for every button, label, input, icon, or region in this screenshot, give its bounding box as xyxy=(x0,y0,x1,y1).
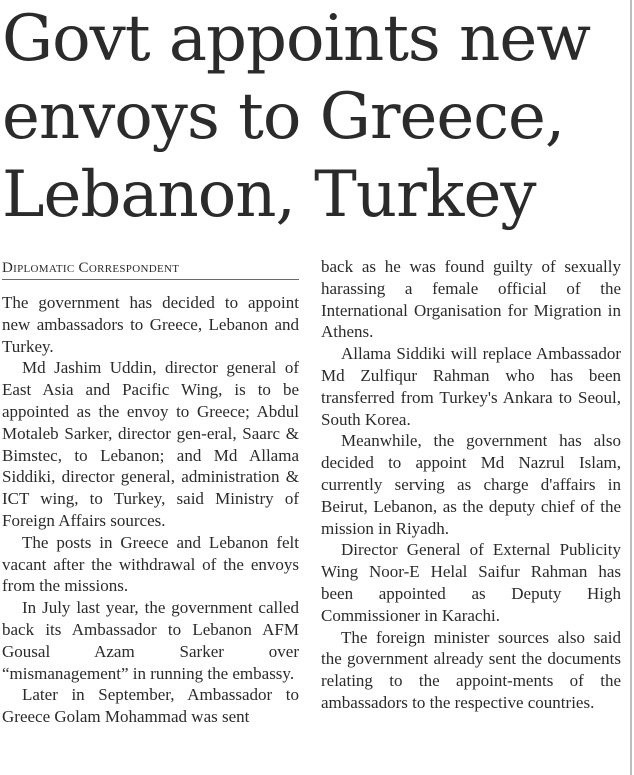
paragraph: Allama Siddiki will replace Ambassador Md Zulfiqur Rahman who has been transferred from Turkey's Ankara to Seoul, South Korea. xyxy=(321,344,621,429)
paragraph: back as he was found guilty of sexually harassing a female official of the International Organisation for Migration in Athens. xyxy=(321,257,621,342)
paragraph: Later in September, Ambassador to Greece Golam Mohammad was sent xyxy=(2,685,299,727)
paragraph: The government has decided to appoint new ambassadors to Greece, Lebanon and Turkey. xyxy=(2,293,299,356)
paragraph: The posts in Greece and Lebanon felt vacant after the withdrawal of the envoys from the missions. xyxy=(2,532,299,596)
paragraph: In July last year, the government called back its Ambassador to Lebanon AFM Gousal Azam Sarker over “mismanagement” in running the embassy. xyxy=(2,598,299,683)
headline-line: envoys to Greece, xyxy=(2,80,565,154)
article-column-left xyxy=(2,292,299,728)
headline-line: Govt appoints new xyxy=(2,2,590,76)
column-divider xyxy=(630,0,632,775)
headline-line: Lebanon, Turkey xyxy=(2,158,536,232)
byline: Diplomatic Correspondent xyxy=(2,259,299,280)
headline xyxy=(2,0,628,234)
paragraph: Md Jashim Uddin, director general of East Asia and Pacific Wing, is to be appointed as the envoy to Greece; Abdul Motaleb Sarker, director gen-eral, Saarc & Bimstec, to Lebanon; and Md Allama Siddiki, director general, administration & ICT wing, to Turkey, said Ministry of Foreign Affairs sources. xyxy=(2,358,299,530)
article-column-right xyxy=(321,256,621,714)
paragraph: Meanwhile, the government has also decided to appoint Md Nazrul Islam, currently serving as charge d'affairs in Beirut, Lebanon, as the deputy chief of the mission in Riyadh. xyxy=(321,431,621,538)
paragraph: Director General of External Publicity Wing Noor-E Helal Saifur Rahman has been appointed as Deputy High Commissioner in Karachi. xyxy=(321,540,621,625)
paragraph: The foreign minister sources also said the government already sent the documents relating to the appoint-ments of the ambassadors to the respective countries. xyxy=(321,627,621,712)
